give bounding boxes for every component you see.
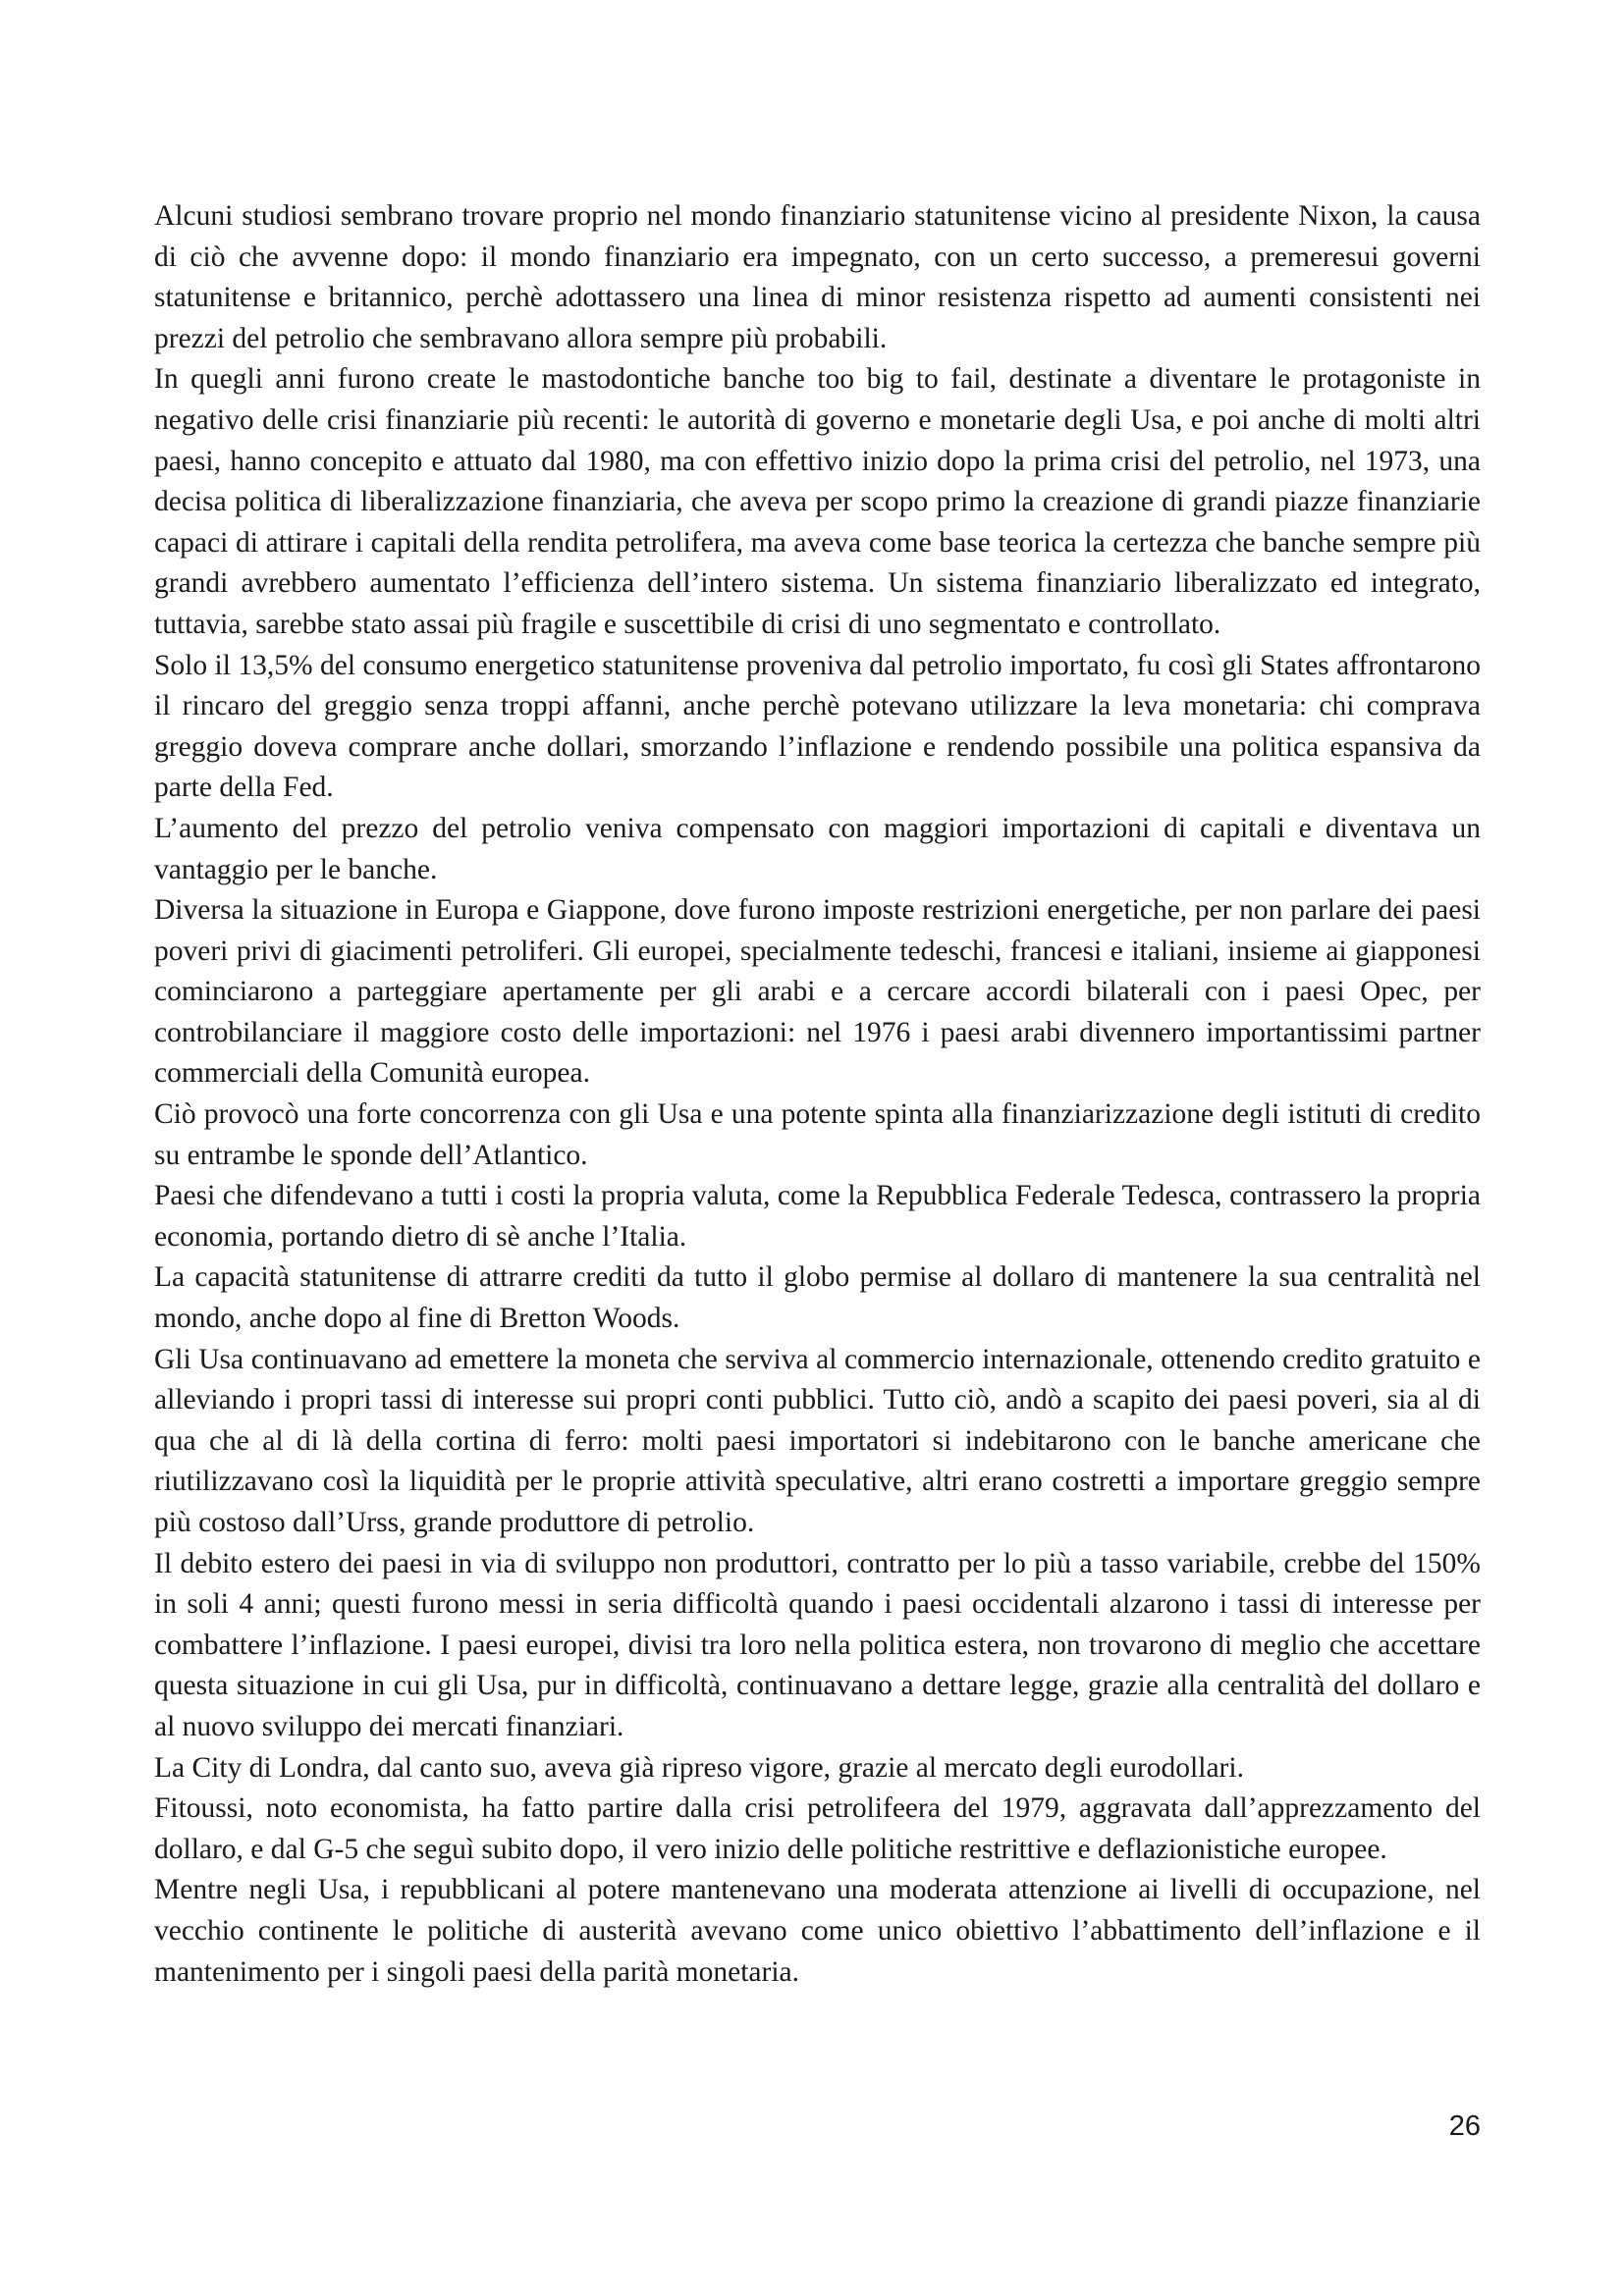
paragraph: Mentre negli Usa, i repubblicani al potere mantenevano una moderata attenzione ai livelli di occupazione, nel vecchio continente le politiche di austerità avevano come unico obiettivo l’abbattimento dell’inflazione e il mantenimento per i singoli paesi della parità monetaria. <box>154 1874 1481 1988</box>
paragraph: Diversa la situazione in Europa e Giappone, dove furono imposte restrizioni energetiche, per non parlare dei paesi poveri privi di giacimenti petroliferi. Gli europei, specialmente tedeschi, francesi e italiani, insieme ai giapponesi cominciarono a parteggiare apertamente per gli arabi e a cercare accordi bilaterali con i paesi Opec, per controbilanciare il maggiore costo delle importazioni: nel 1976 i paesi arabi divennero importantissimi partner commerciali della Comunità europea. <box>154 894 1481 1090</box>
paragraph: La capacità statunitense di attrarre crediti da tutto il globo permise al dollaro di mantenere la sua centralità nel mondo, anche dopo al fine di Bretton Woods. <box>154 1261 1481 1335</box>
page-number: 26 <box>1448 2110 1481 2142</box>
paragraph: Gli Usa continuavano ad emettere la moneta che serviva al commercio internazionale, ottenendo credito gratuito e alleviando i propri tassi di interesse sui propri conti pubblici. Tutto ciò, andò a scapito dei paesi poveri, sia al di qua che al di là della cortina di ferro: molti paesi importatori si indebitarono con le banche americane che riutilizzavano così la liquidità per le proprie attività speculative, altri erano costretti a importare greggio sempre più costoso dall’Urss, grande produttore di petrolio. <box>154 1343 1481 1538</box>
paragraph: L’aumento del prezzo del petrolio veniva compensato con maggiori importazioni di capitali e diventava un vantaggio per le banche. <box>154 812 1481 885</box>
paragraph: La City di Londra, dal canto suo, aveva già ripreso vigore, grazie al mercato degli eurodollari. <box>154 1751 1244 1784</box>
paragraph: Solo il 13,5% del consumo energetico statunitense proveniva dal petrolio importato, fu così gli States affrontarono il rincaro del greggio senza troppi affanni, anche perchè potevano utilizzare la leva monetaria: chi comprava greggio doveva comprare anche dollari, smorzando l’inflazione e rendendo possibile una politica espansiva da parte della Fed. <box>154 649 1481 804</box>
paragraph: Fitoussi, noto economista, ha fatto partire dalla crisi petrolifeera del 1979, aggravata dall’apprezzamento del dollaro, e dal G-5 che seguì subito dopo, il vero inizio delle politiche restrittive e deflazionistiche europee. <box>154 1792 1481 1865</box>
paragraph: In quegli anni furono create le mastodontiche banche too big to fail, destinate a diventare le protagoniste in negativo delle crisi finanziarie più recenti: le autorità di governo e monetarie degli Usa, e poi anche di molti altri paesi, hanno concepito e attuato dal 1980, ma con effettivo inizio dopo la prima crisi del petrolio, nel 1973, una decisa politica di liberalizzazione finanziaria, che aveva per scopo primo la creazione di grandi piazze finanziarie capaci di attirare i capitali della rendita petrolifera, ma aveva come base teorica la certezza che banche sempre più grandi avrebbero aumentato l’efficienza dell’intero sistema. Un sistema finanziario liberalizzato ed integrato, tuttavia, sarebbe stato assai più fragile e suscettibile di crisi di uno segmentato e controllato. <box>154 363 1481 640</box>
paragraph: Alcuni studiosi sembrano trovare proprio nel mondo finanziario statunitense vicino al presidente Nixon, la causa di ciò che avvenne dopo: il mondo finanziario era impegnato, con un certo successo, a premeresui governi statunitense e britannico, perchè adottassero una linea di minor resistenza rispetto ad aumenti consistenti nei prezzi del petrolio che sembravano allora sempre più probabili. <box>154 200 1481 354</box>
paragraph: Il debito estero dei paesi in via di sviluppo non produttori, contratto per lo più a tasso variabile, crebbe del 150% in soli 4 anni; questi furono messi in seria difficoltà quando i paesi occidentali alzarono i tassi di interesse per combattere l’inflazione. I paesi europei, divisi tra loro nella politica estera, non trovarono di meglio che accettare questa situazione in cui gli Usa, pur in difficoltà, continuavano a dettare legge, grazie alla centralità del dollaro e al nuovo sviluppo dei mercati finanziari. <box>154 1547 1481 1742</box>
body-text <box>154 196 1481 1993</box>
paragraph: Ciò provocò una forte concorrenza con gli Usa e una potente spinta alla finanziarizzazione degli istituti di credito su entrambe le sponde dell’Atlantico. <box>154 1098 1481 1171</box>
paragraph: Paesi che difendevano a tutti i costi la propria valuta, come la Repubblica Federale Tedesca, contrassero la propria economia, portando dietro di sè anche l’Italia. <box>154 1180 1481 1253</box>
